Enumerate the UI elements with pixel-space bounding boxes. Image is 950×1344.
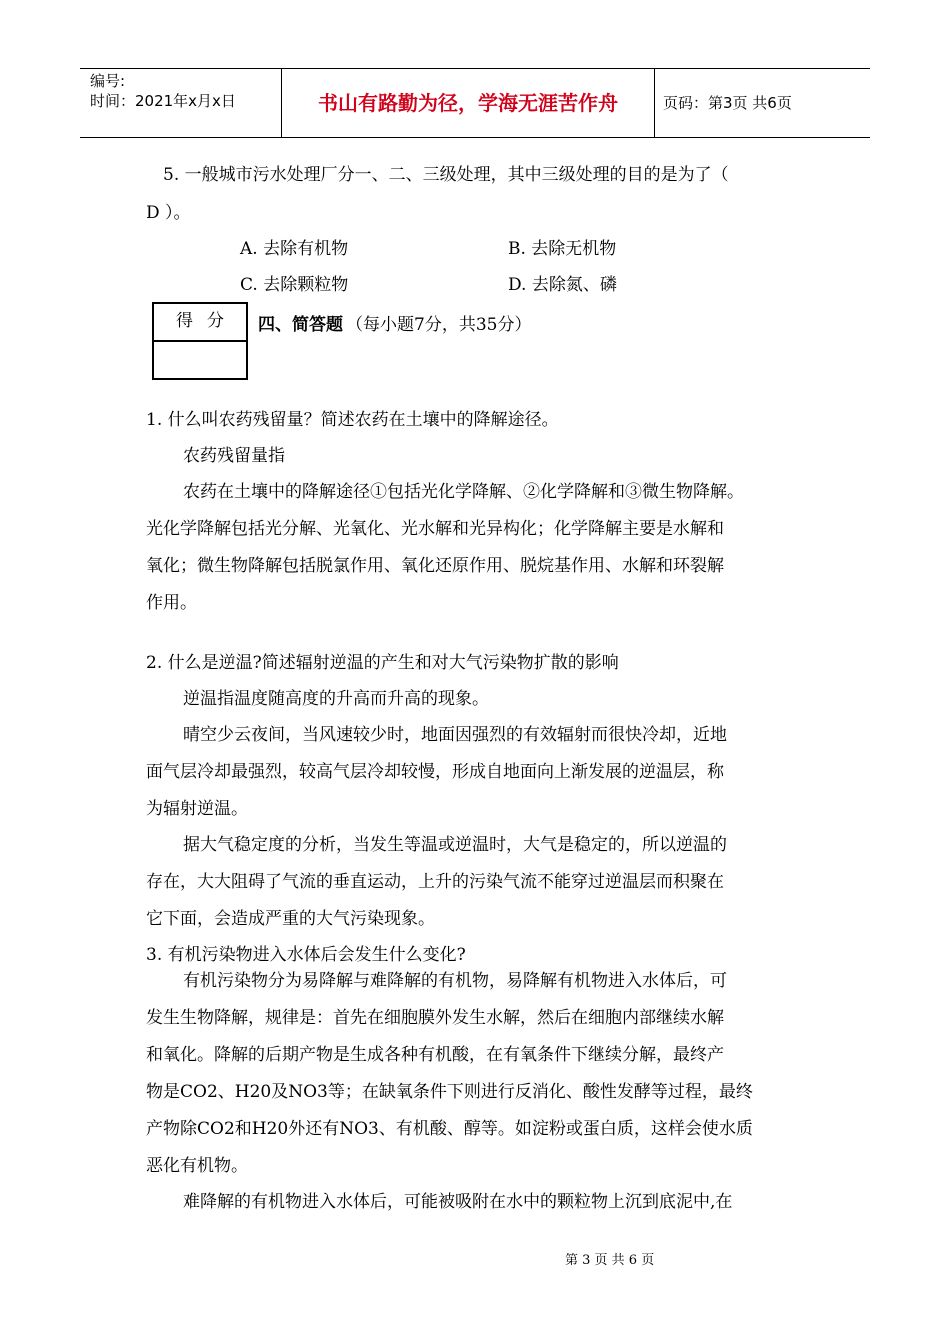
number-label: 编号: — [90, 72, 126, 90]
page-header — [80, 68, 870, 138]
q2-para-3-cont-1: 存在，大大阻碍了气流的垂直运动，上升的污染气流不能穿过逆温层而积聚在 — [146, 872, 724, 892]
q2-para-2-cont-1: 面气层冷却最强烈，较高气层冷却较慢，形成自地面向上渐发展的逆温层，称 — [146, 762, 724, 782]
q5-stem: 5. 一般城市污水处理厂分一、二、三级处理，其中三级处理的目的是为了（ — [163, 165, 729, 185]
q1-para-2: 农药在土壤中的降解途径①包括光化学降解、②化学降解和③微生物降解。 — [183, 482, 744, 502]
section4-note: （每小题7分，共35分） — [346, 315, 532, 335]
q3-para-1: 有机污染物分为易降解与难降解的有机物，易降解有机物进入水体后，可 — [183, 971, 727, 991]
q3-para-1-cont-2: 和氧化。降解的后期产物是生成各种有机酸，在有氧条件下继续分解，最终产 — [146, 1045, 724, 1065]
q2-para-3: 据大气稳定度的分析，当发生等温或逆温时，大气是稳定的，所以逆温的 — [183, 835, 727, 855]
header-meta — [80, 69, 282, 137]
q5-option-a: A. 去除有机物 — [240, 239, 349, 259]
q2-para-2: 晴空少云夜间，当风速较少时，地面因强烈的有效辐射而很快冷却，近地 — [183, 725, 727, 745]
q1-para-1: 农药残留量指 — [183, 446, 285, 466]
q5-answer: D ）。 — [146, 203, 191, 223]
q5-option-d: D. 去除氮、磷 — [508, 275, 617, 295]
footer-page-number: 第 3 页 共 6 页 — [565, 1253, 655, 1268]
q3-title: 3. 有机污染物进入水体后会发生什么变化? — [146, 945, 466, 965]
q2-title: 2. 什么是逆温?简述辐射逆温的产生和对大气污染物扩散的影响 — [146, 653, 619, 673]
q1-para-2-cont-3: 作用。 — [146, 593, 197, 613]
q3-para-2: 难降解的有机物进入水体后，可能被吸附在水中的颗粒物上沉到底泥中,在 — [183, 1192, 733, 1212]
section4-title: 四、简答题 — [258, 315, 343, 335]
q5-option-b: B. 去除无机物 — [508, 239, 617, 259]
q3-para-1-cont-5: 恶化有机物。 — [146, 1156, 248, 1176]
q1-para-2-cont-2: 氧化；微生物降解包括脱氯作用、氧化还原作用、脱烷基作用、水解和环裂解 — [146, 556, 724, 576]
q2-para-1: 逆温指温度随高度的升高而升高的现象。 — [183, 689, 489, 709]
time-label: 时间：2021年x月x日 — [90, 92, 236, 110]
page-label: 页码：第3页 共6页 — [663, 94, 792, 112]
q1-title: 1. 什么叫农药残留量？简述农药在土壤中的降解途径。 — [146, 410, 559, 430]
q2-para-3-cont-2: 它下面，会造成严重的大气污染现象。 — [146, 909, 435, 929]
score-box — [152, 302, 248, 380]
motto: 书山有路勤为径，学海无涯苦作舟 — [282, 69, 655, 137]
q3-para-1-cont-1: 发生生物降解，规律是：首先在细胞膜外发生水解，然后在细胞内部继续水解 — [146, 1008, 724, 1028]
q3-para-1-cont-3: 物是CO2、H20及NO3等；在缺氧条件下则进行反消化、酸性发酵等过程，最终 — [146, 1082, 753, 1102]
score-label: 得分 — [154, 304, 246, 342]
q5-option-c: C. 去除颗粒物 — [240, 275, 349, 295]
q1-para-2-cont-1: 光化学降解包括光分解、光氧化、光水解和光异构化；化学降解主要是水解和 — [146, 519, 724, 539]
q2-para-2-cont-2: 为辐射逆温。 — [146, 799, 248, 819]
q3-para-1-cont-4: 产物除CO2和H20外还有NO3、有机酸、醇等。如淀粉或蛋白质，这样会使水质 — [146, 1119, 753, 1139]
